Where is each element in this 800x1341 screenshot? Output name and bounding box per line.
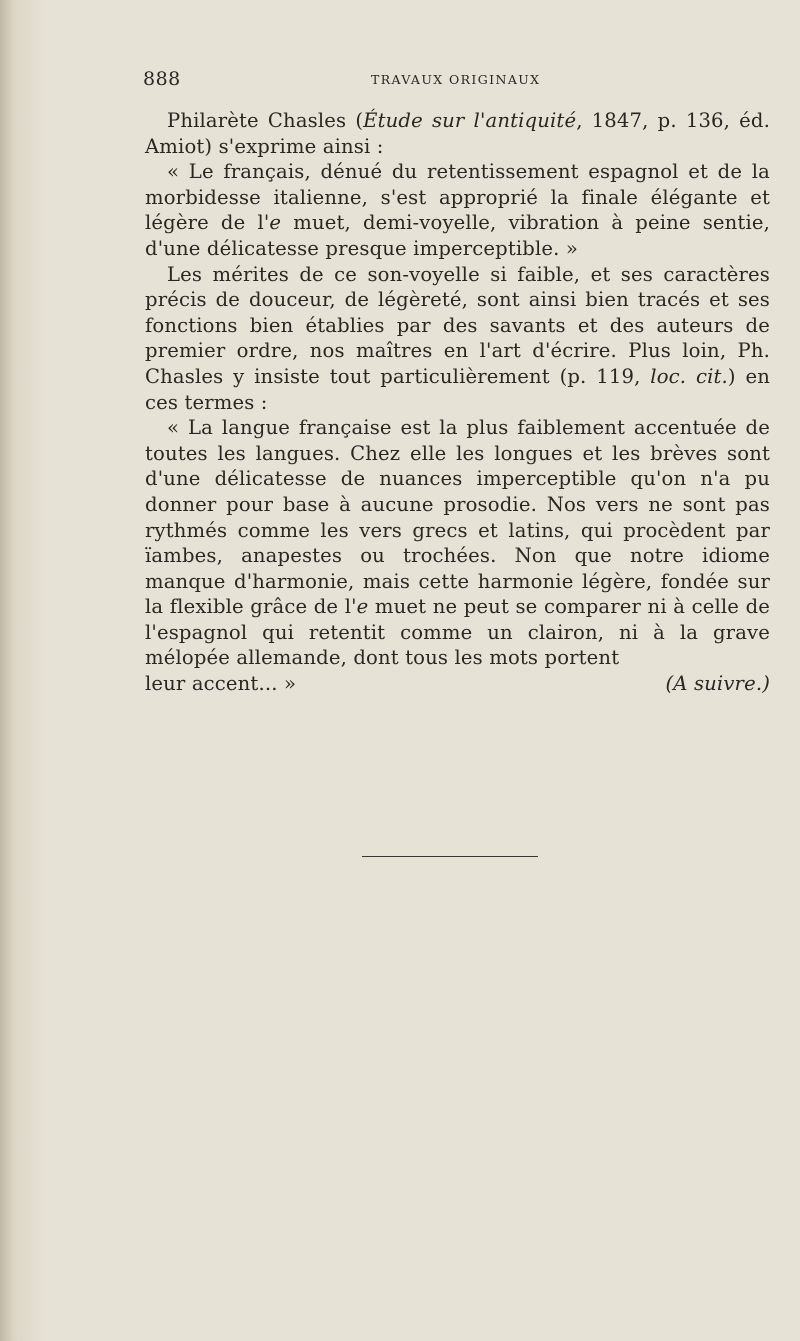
section-rule [362,856,538,857]
paragraph-4-last-line [145,671,770,697]
paragraph-1-text-end: , 1847, p. 136, éd. Amiot) s'exprime ainsi : [145,109,770,158]
page-number: 888 [143,68,181,90]
paragraph-2-quote [145,159,770,261]
paragraph-4-final-words: leur accent... » [145,672,297,696]
paragraph-3-text-start: Les mérites de ce son-voyelle si faible, et ses caractères précis de douceur, de légèreté, sont ainsi bien tracés et ses fonctions bien établies par des savants et des auteurs de premier ordre, nos maîtres en l'art d'écrire. Plus loin, Ph. Chasles y insiste tout particulièrement (p. 119, [145,262,770,388]
paragraph-3 [145,262,770,416]
paragraph-3-text-end: ) en ces termes : [145,364,771,414]
paragraph-2-text-end: muet, demi-voyelle, vibration à peine sentie, d'une délicatesse presque imperceptible. » [145,211,770,260]
running-head: TRAVAUX ORIGINAUX [371,72,541,87]
loc-cit: loc. cit. [650,364,728,388]
italic-letter-e-2: e [356,595,369,619]
paragraph-1-text-start: Philarète Chasles ( [167,109,364,132]
page-header [143,68,770,96]
paragraph-1 [145,108,770,159]
body-text [145,108,770,697]
paragraph-4-text-end: muet ne peut se comparer ni à celle de l'espagnol qui retentit comme un clairon, ni à la grave mélopée allemande, dont tous les mots portent [145,595,771,670]
book-title: Étude sur l'antiquité [363,109,577,132]
paragraph-2-text-start: « Le français, dénué du retentissement espagnol et de la morbidesse italienne, s'est approprié la finale élégante et légère de l' [145,160,770,235]
continuation-note: (A suivre.) [665,672,770,696]
paragraph-4-quote [145,415,770,671]
italic-letter-e: e [269,211,282,235]
paragraph-4-text-start: « La langue française est la plus faiblement accentuée de toutes les langues. Chez elle les longues et les brèves sont d'une délicatesse de nuances imperceptible qu'on n'a pu donner pour base à aucune prosodie. Nos vers ne sont pas rythmés comme les vers grecs et latins, qui procèdent par ïambes, anapestes ou trochées. Non que notre idiome manque d'harmonie, mais cette harmonie légère, fondée sur la flexible grâce de l' [145,416,770,619]
